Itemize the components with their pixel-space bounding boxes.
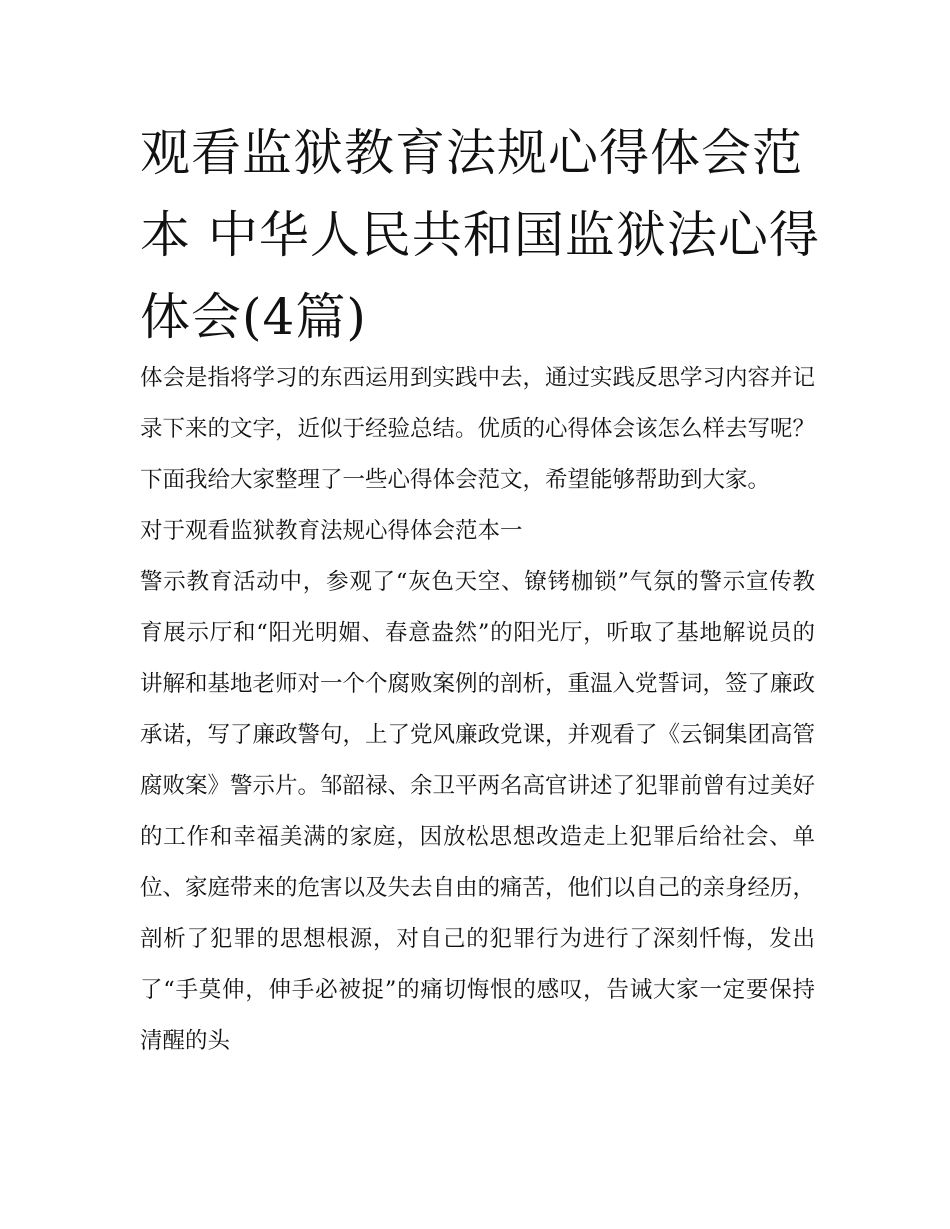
section-body-paragraph: 警示教育活动中，参观了“灰色天空、镣铐枷锁”气氛的警示宣传教育展示厅和“阳光明媚、春意盎然”的阳光厅，听取了基地解说员的讲解和基地老师对一个个腐败案例的剖析，重温入党誓词，签了廉政承诺，写了廉政警句，上了党风廉政党课，并观看了《云铜集团高管腐败案》警示片。邹韶禄、余卫平两名高官讲述了犯罪前曾有过美好的工作和幸福美满的家庭，因放松思想改造走上犯罪后给社会、单位、家庭带来的危害以及失去自由的痛苦，他们以自己的亲身经历，剖析了犯罪的思想根源，对自己的犯罪行为进行了深刻忏悔，发出了“手莫伸，伸手必被捉”的痛切悔恨的感叹，告诫大家一定要保持清醒的头 — [140, 569, 816, 1054]
section-heading: 对于观看监狱教育法规心得体会范本一 — [140, 518, 523, 544]
document-body — [140, 353, 815, 1067]
document-title: 观看监狱教育法规心得体会范本 中华人民共和国监狱法心得体会(4篇) — [140, 124, 820, 346]
intro-paragraph: 体会是指将学习的东西运用到实践中去，通过实践反思学习内容并记录下来的文字，近似于经验总结。优质的心得体会该怎么样去写呢？下面我给大家整理了一些心得体会范文，希望能够帮助到大家。 — [140, 365, 816, 493]
